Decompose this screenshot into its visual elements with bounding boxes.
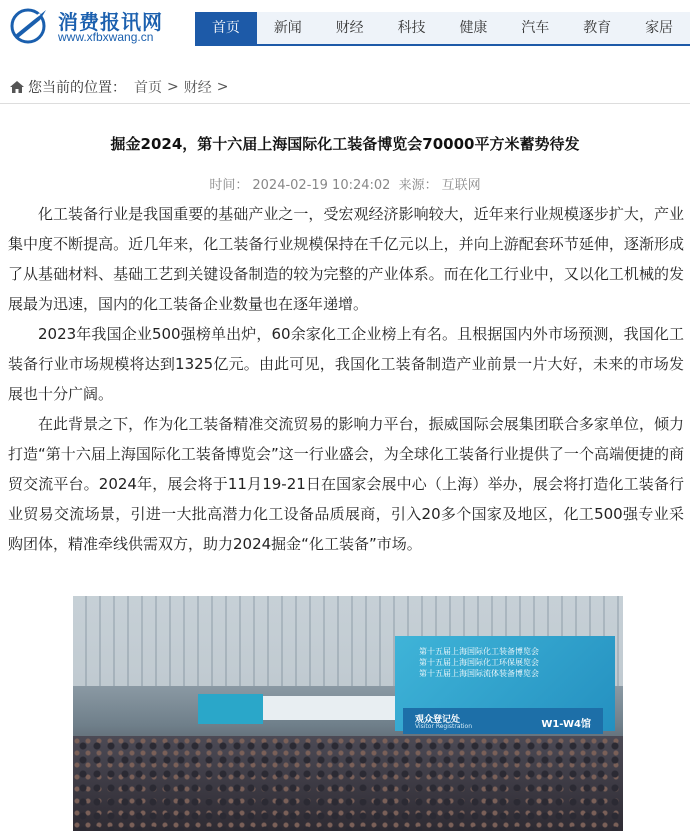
site-logo[interactable]	[10, 4, 195, 46]
article-paragraph: 在此背景之下，作为化工装备精准交流贸易的影响力平台，振威国际会展集团联合多家单位，倾力打造“第十六届上海国际化工装备博览会”这一行业盛会，为全球化工装备行业提供了一个高端便捷的商贸交流平台。2024年，展会将于11月19-21日在国家会展中心（上海）举办，展会将打造化工装备行业贸易交流场景，引进一大批高潜力化工设备品质展商，引入20多个国家及地区，化工500强专业采购团体，精准牵线供需双方，助力2024掘金“化工装备”市场。	[8, 415, 684, 553]
meta-source: 互联网	[441, 178, 481, 193]
meta-time: 2024-02-19 10:24:02	[252, 178, 391, 193]
photo-banner-text	[419, 646, 609, 679]
article-paragraph: 2023年我国企业500强榜单出炉，60余家化工企业榜上有名。且根据国内外市场预测，我国化工装备行业市场规模将达到1325亿元。由此可见，我国化工装备制造产业前景一片大好，未来的市场发展也十分广阔。	[8, 325, 684, 403]
photo-crowd	[73, 736, 623, 831]
article-body	[8, 199, 684, 559]
meta-time-label: 时间：	[209, 178, 249, 193]
breadcrumb	[10, 77, 233, 97]
nav-item-health[interactable]: 健康	[459, 20, 488, 36]
photo-registration-desk	[403, 708, 603, 734]
photo-banner-left	[198, 694, 263, 724]
article-paragraph: 化工装备行业是我国重要的基础产业之一，受宏观经济影响较大，近年来行业规模逐步扩大，产业集中度不断提高。近几年来，化工装备行业规模保持在千亿元以上，并向上游配套环节延伸，逐渐形成了从基础材料、基础工艺到关键设备制造的较为完整的产业体系。而在化工行业中，又以化工机械的发展最为迅速，国内的化工装备企业数量也在逐年递增。	[8, 205, 684, 313]
nav-item-news[interactable]: 新闻	[273, 20, 302, 36]
nav-item-tech[interactable]: 科技	[397, 20, 426, 36]
breadcrumb-prefix: 您当前的位置：	[28, 80, 126, 96]
nav-item-education[interactable]: 教育	[583, 20, 612, 36]
main-nav	[195, 12, 690, 46]
breadcrumb-separator: >	[167, 79, 179, 95]
photo-banner-line: 第十五届上海国际化工环保展览会	[419, 658, 539, 667]
photo-banner-line: 第十五届上海国际流体装备博览会	[419, 669, 539, 678]
header-divider	[0, 103, 690, 104]
logo-mark-icon	[10, 6, 50, 44]
breadcrumb-separator: >	[216, 79, 229, 95]
site-header	[0, 0, 690, 48]
article-meta	[0, 174, 690, 193]
article-title: 掘金2024，第十六届上海国际化工装备博览会70000平方米蓄势待发	[110, 135, 580, 153]
meta-source-label: 来源：	[398, 178, 438, 193]
photo-desk-title: 观众登记处	[415, 715, 461, 725]
photo-desk-subtitle: Visitor Registration	[415, 723, 473, 730]
logo-name-en: www.xfbxwang.cn	[58, 30, 154, 44]
nav-item-finance[interactable]: 财经	[335, 20, 364, 36]
photo-desk-hall: W1-W4馆	[541, 719, 591, 730]
nav-item-home[interactable]: 首页	[195, 12, 257, 44]
breadcrumb-link-finance[interactable]: 财经	[183, 80, 212, 96]
nav-item-auto[interactable]: 汽车	[521, 20, 550, 36]
home-icon	[10, 81, 24, 93]
nav-item-home-furnishing[interactable]: 家居	[645, 20, 674, 36]
breadcrumb-link-home[interactable]: 首页	[134, 80, 162, 96]
article-photo-exhibition-hall	[73, 596, 623, 831]
photo-banner-line: 第十五届上海国际化工装备博览会	[419, 647, 539, 656]
logo-name-cn: 消费报讯网	[58, 10, 163, 34]
